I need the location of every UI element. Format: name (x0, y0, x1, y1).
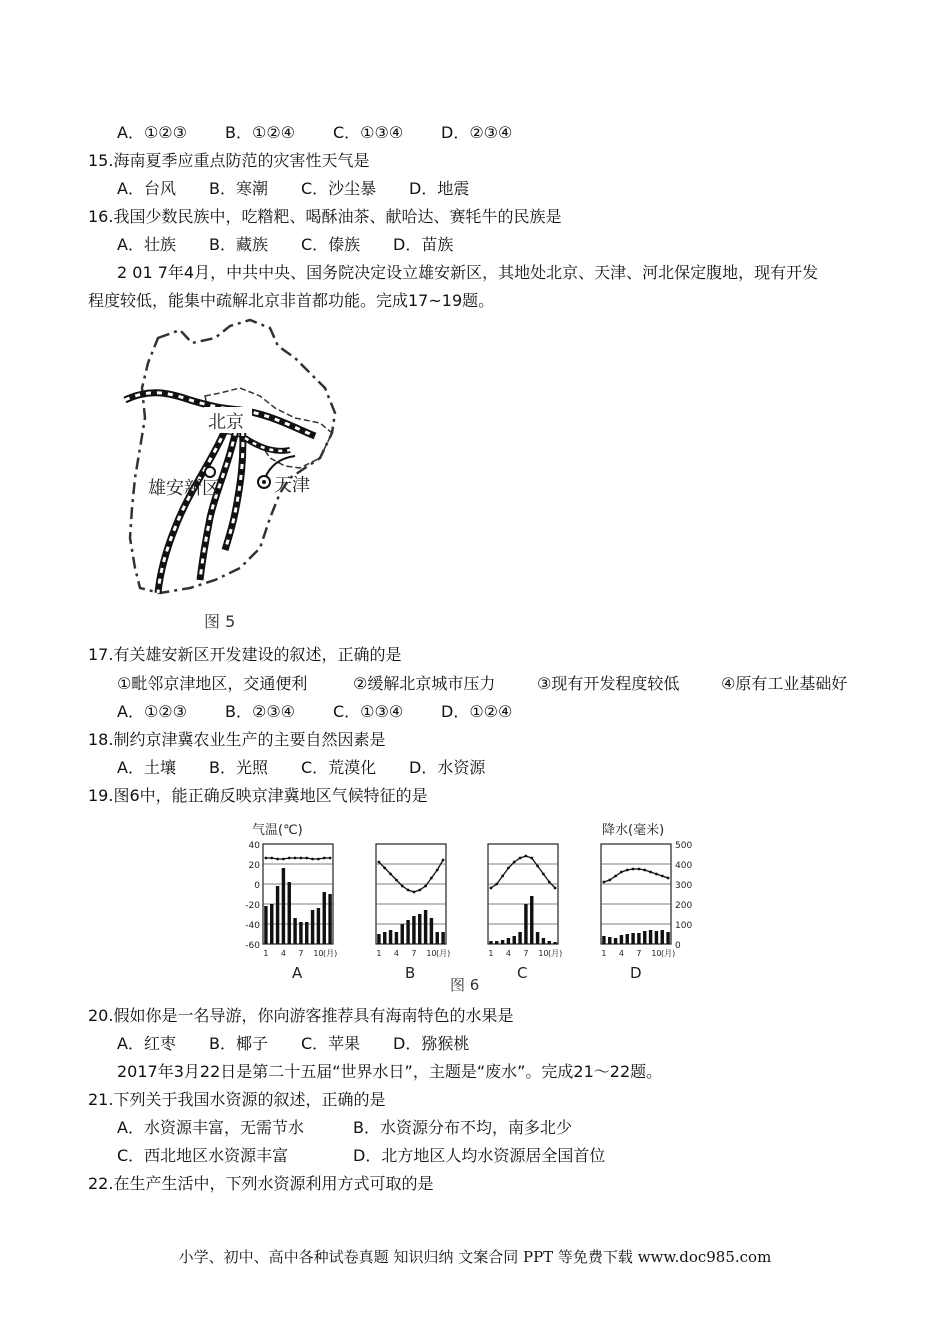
temp-point (323, 857, 326, 860)
q17-stem: 17.有关雄安新区开发建设的叙述，正确的是 (88, 645, 402, 664)
temp-line (379, 860, 443, 892)
panel-frame (488, 844, 558, 944)
precip-bar (299, 922, 302, 944)
option-c: C．傣族 (301, 235, 361, 254)
temp-tick-label: -60 (245, 941, 260, 951)
q18-stem: 18.制约京津冀农业生产的主要自然因素是 (88, 730, 386, 749)
month-tick-label: 1 (601, 949, 607, 958)
temp-point (265, 857, 268, 860)
railway-west (158, 418, 230, 593)
precip-tick-label: 100 (675, 921, 693, 931)
q20-options (117, 1034, 469, 1054)
temp-point (548, 881, 551, 884)
panel-frame (376, 844, 446, 944)
panel-label: A (292, 964, 303, 982)
option-d: D．猕猴桃 (393, 1034, 470, 1053)
month-tick-label: 4 (618, 949, 624, 958)
precip-bar (666, 932, 669, 944)
month-tick-label: 7 (298, 949, 304, 958)
q15-options (117, 179, 469, 199)
option-b: B．寒潮 (209, 179, 268, 198)
temp-tick-label: 40 (248, 841, 260, 851)
precip-bar (311, 910, 314, 944)
precip-tick-label: 300 (675, 881, 693, 891)
figure-6-caption: 图 6 (450, 976, 480, 994)
month-tick-label: 1 (376, 949, 382, 958)
temp-axis-label: 气温(℃) (252, 823, 303, 838)
temp-point (542, 873, 545, 876)
option-b: B．藏族 (209, 235, 268, 254)
temp-point (661, 875, 664, 878)
temp-point (430, 877, 433, 880)
precip-bar (501, 940, 504, 944)
option-d: D．②③④ (441, 123, 513, 142)
option-c: C．苹果 (301, 1034, 361, 1053)
temp-point (490, 887, 493, 890)
q22-stem: 22.在生产生活中，下列水资源利用方式可取的是 (88, 1174, 434, 1193)
option-a: A．红枣 (117, 1034, 176, 1053)
month-tick-label: 1 (263, 949, 269, 958)
temp-point (401, 885, 404, 888)
month-tick-label: 1 (488, 949, 494, 958)
option-a: A．台风 (117, 179, 176, 198)
figure-5-map (120, 318, 350, 638)
option-d: D．苗族 (393, 235, 454, 254)
option-b: B．水资源分布不均，南多北少 (353, 1118, 572, 1137)
precip-bar (536, 932, 539, 944)
temp-tick-label: -20 (245, 901, 260, 911)
q21-options-row2 (117, 1146, 605, 1166)
q21-stem: 21.下列关于我国水资源的叙述，正确的是 (88, 1090, 386, 1109)
temp-point (329, 857, 332, 860)
precip-bar (412, 916, 415, 944)
precip-bar (524, 904, 527, 944)
precip-bar (626, 934, 629, 944)
precip-bar (637, 933, 640, 944)
precip-bar (602, 936, 605, 944)
temp-point (282, 858, 285, 861)
precip-bar (553, 942, 556, 944)
precip-bar (288, 882, 291, 944)
precip-bar (649, 930, 652, 944)
precip-bar (614, 938, 617, 944)
precip-tick-label: 0 (675, 941, 681, 951)
figure-5-caption: 图 5 (204, 612, 236, 631)
temp-point (667, 877, 670, 880)
xiongan-marker (205, 467, 215, 477)
temp-point (614, 875, 617, 878)
temp-point (513, 861, 516, 864)
month-unit-label: (月) (436, 949, 451, 958)
passage2: 2017年3月22日是第二十五届“世界水日”，主题是“废水”。完成21～22题。 (117, 1062, 663, 1081)
option-b: B．①②④ (225, 123, 296, 142)
temp-line (491, 856, 555, 888)
precip-bar (548, 941, 551, 944)
footer: 小学、初中、高中各种试卷真题 知识归纳 文案合同 PPT 等免费下载 www.doc985.com (178, 1248, 772, 1266)
option-b: B．②③④ (225, 702, 296, 721)
passage1-line1: 2 01 7年4月，中共中央、国务院决定设立雄安新区，其地处北京、天津、河北保定腹地，现有开发 (117, 263, 819, 282)
temp-point (378, 861, 381, 864)
q17-options (117, 702, 512, 722)
temp-point (495, 883, 498, 886)
temp-point (294, 857, 297, 860)
precip-bar (401, 924, 404, 944)
figure-6-climate-charts (240, 818, 710, 998)
map-label-tianjin: 天津 (274, 475, 310, 496)
option-c: C．①③④ (333, 702, 404, 721)
precip-bar (276, 886, 279, 944)
temp-point (501, 875, 504, 878)
precip-bar (661, 930, 664, 944)
precip-bar (631, 933, 634, 944)
temp-tick-label: 20 (248, 861, 260, 871)
option-c: C．西北地区水资源丰富 (117, 1146, 289, 1165)
temp-point (530, 857, 533, 860)
temp-point (626, 869, 629, 872)
precip-bar (495, 941, 498, 944)
temp-line (266, 858, 330, 859)
temp-tick-label: -40 (245, 921, 260, 931)
q14-options (117, 123, 512, 143)
option-b: B．椰子 (209, 1034, 268, 1053)
precip-bar (542, 938, 545, 944)
temp-point (389, 873, 392, 876)
temp-point (288, 857, 291, 860)
option-d: D．水资源 (409, 758, 486, 777)
option-d: D．北方地区人均水资源居全国首位 (353, 1146, 606, 1165)
temp-point (536, 865, 539, 868)
precip-bar (643, 931, 646, 944)
climate-panel-c (488, 844, 562, 982)
temp-line (604, 869, 668, 882)
q16-options (117, 235, 453, 255)
month-tick-label: 10 (426, 949, 437, 958)
precip-bar (383, 932, 386, 944)
q21-options-row1 (117, 1118, 572, 1138)
temp-point (638, 868, 641, 871)
temp-point (643, 869, 646, 872)
statement-1: ①毗邻京津地区，交通便利 (117, 674, 308, 693)
railway-bj-tj (245, 438, 290, 451)
precip-bar (489, 941, 492, 944)
precip-axis-label: 降水(毫米) (602, 823, 665, 838)
precip-bar (530, 896, 533, 944)
precip-tick-label: 200 (675, 901, 693, 911)
temp-point (413, 891, 416, 894)
passage1-line2: 程度较低，能集中疏解北京非首都功能。完成17~19题。 (88, 291, 495, 310)
temp-point (655, 873, 658, 876)
temp-point (632, 868, 635, 871)
precip-bar (608, 937, 611, 944)
temp-point (311, 858, 314, 861)
statement-4: ④原有工业基础好 (721, 674, 848, 693)
climate-panel-b (376, 844, 450, 982)
precip-bar (518, 932, 521, 944)
temp-point (507, 867, 510, 870)
precip-bar (441, 932, 444, 944)
panel-frame (601, 844, 671, 944)
q19-stem: 19.图6中，能正确反映京津冀地区气候特征的是 (88, 786, 428, 805)
temp-point (276, 858, 279, 861)
temp-point (436, 869, 439, 872)
option-c: C．荒漠化 (301, 758, 377, 777)
temp-point (418, 889, 421, 892)
precip-bar (620, 935, 623, 944)
temp-point (270, 857, 273, 860)
temp-point (305, 857, 308, 860)
tianjin-marker-dot (262, 480, 266, 484)
month-tick-label: 4 (280, 949, 286, 958)
statement-2: ②缓解北京城市压力 (353, 674, 496, 693)
q15-stem: 15.海南夏季应重点防范的灾害性天气是 (88, 151, 370, 170)
option-d: D．①②④ (441, 702, 513, 721)
month-tick-label: 10 (651, 949, 662, 958)
precip-bar (418, 914, 421, 944)
climate-panel-d (601, 844, 675, 982)
precip-bar (406, 920, 409, 944)
precip-bar (323, 892, 326, 944)
precip-bar (293, 918, 296, 944)
temp-point (317, 858, 320, 861)
temp-point (519, 857, 522, 860)
precip-bar (328, 894, 331, 944)
month-tick-label: 7 (636, 949, 642, 958)
temp-point (383, 867, 386, 870)
month-tick-label: 4 (393, 949, 399, 958)
q17-statements (117, 674, 847, 694)
precip-bar (270, 904, 273, 944)
temp-point (407, 889, 410, 892)
precip-bar (513, 936, 516, 944)
option-a: A．水资源丰富，无需节水 (117, 1118, 304, 1137)
option-c: C．①③④ (333, 123, 404, 142)
option-a: A．①②③ (117, 702, 187, 721)
statement-3: ③现有开发程度较低 (537, 674, 680, 693)
temp-point (554, 887, 557, 890)
temp-point (442, 859, 445, 862)
temp-point (525, 855, 528, 858)
precip-bar (430, 918, 433, 944)
precip-bar (507, 938, 510, 944)
month-unit-label: (月) (661, 949, 676, 958)
precip-bar (436, 932, 439, 944)
option-a: A．土壤 (117, 758, 176, 777)
precip-bar (389, 930, 392, 944)
panel-frame (263, 844, 333, 944)
climate-panel-a (263, 844, 337, 982)
precip-bar (377, 934, 380, 944)
precip-bar (264, 906, 267, 944)
temp-point (608, 879, 611, 882)
option-c: C．沙尘暴 (301, 179, 377, 198)
temp-point (395, 879, 398, 882)
temp-point (603, 881, 606, 884)
temp-point (300, 857, 303, 860)
q18-options (117, 758, 485, 778)
month-tick-label: 10 (313, 949, 324, 958)
precip-tick-label: 500 (675, 841, 693, 851)
option-a: A．壮族 (117, 235, 176, 254)
month-tick-label: 7 (411, 949, 417, 958)
temp-point (424, 885, 427, 888)
precip-bar (655, 931, 658, 944)
precip-bar (424, 910, 427, 944)
month-tick-label: 10 (538, 949, 549, 958)
temp-tick-label: 0 (254, 881, 260, 891)
q16-stem: 16.我国少数民族中，吃糌粑、喝酥油茶、献哈达、赛牦牛的民族是 (88, 207, 562, 226)
precip-tick-label: 400 (675, 861, 693, 871)
temp-point (649, 871, 652, 874)
precip-bar (282, 868, 285, 944)
month-tick-label: 7 (523, 949, 529, 958)
precip-bar (395, 932, 398, 944)
option-b: B．光照 (209, 758, 268, 777)
panel-label: B (405, 964, 416, 982)
option-d: D．地震 (409, 179, 470, 198)
map-label-xiongan: 雄安新区 (148, 478, 220, 499)
q20-stem: 20.假如你是一名导游，你向游客推荐具有海南特色的水果是 (88, 1006, 514, 1025)
month-unit-label: (月) (548, 949, 563, 958)
temp-point (620, 871, 623, 874)
map-label-beijing: 北京 (208, 412, 244, 433)
precip-bar (317, 908, 320, 944)
option-a: A．①②③ (117, 123, 187, 142)
panel-label: C (517, 964, 528, 982)
panel-label: D (630, 964, 642, 982)
month-unit-label: (月) (323, 949, 338, 958)
month-tick-label: 4 (505, 949, 511, 958)
precip-bar (305, 922, 308, 944)
